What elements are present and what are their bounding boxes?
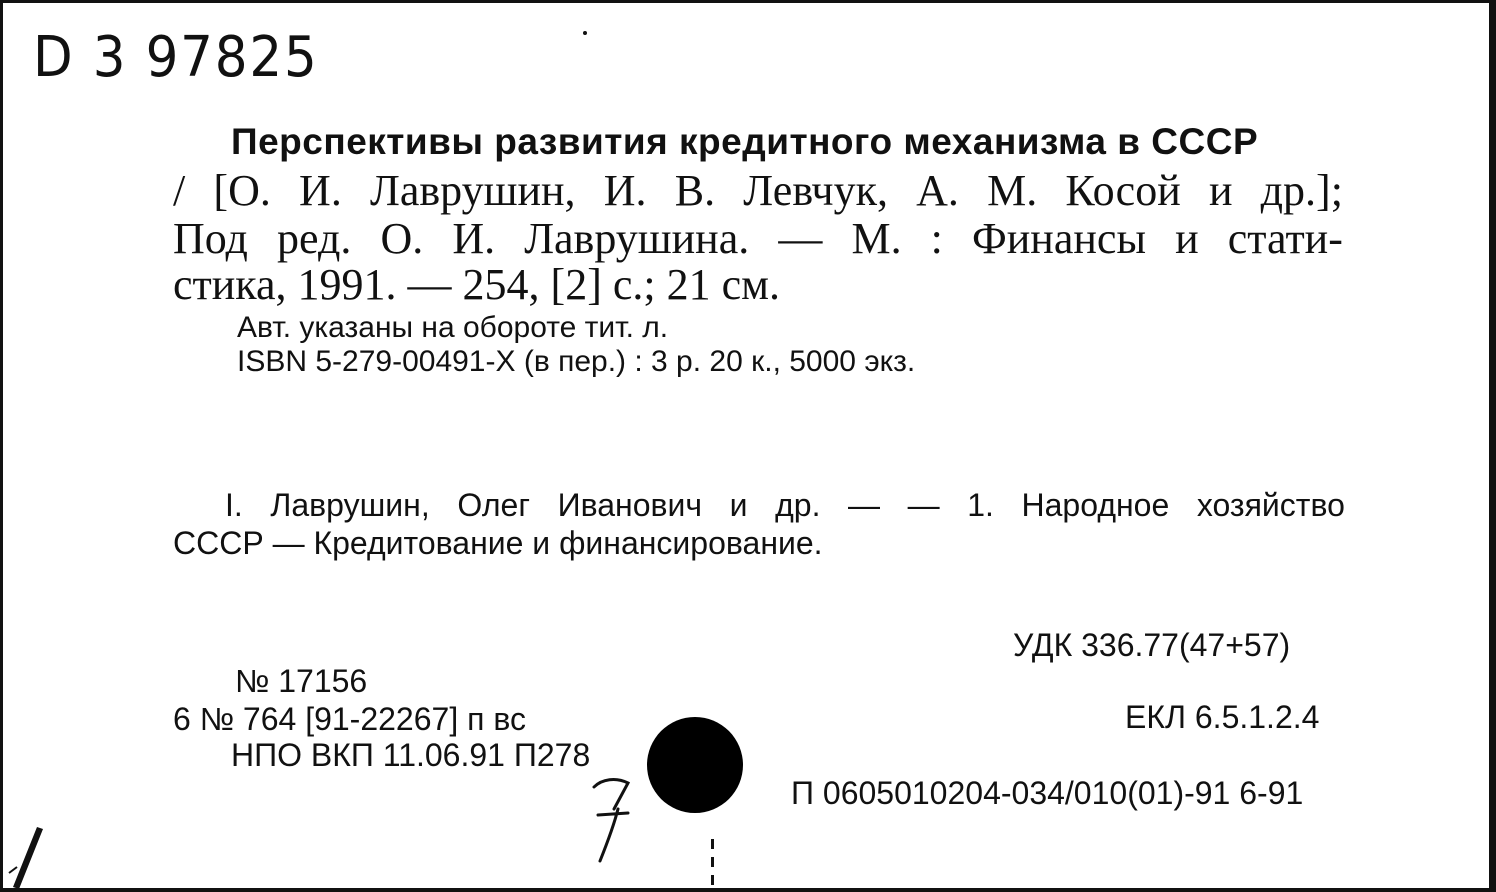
word: ред. bbox=[277, 214, 352, 263]
word: И. bbox=[452, 214, 496, 263]
subject-heading-continued: СССР — Кредитование и финансирование. bbox=[173, 525, 823, 561]
word: М. bbox=[851, 214, 902, 263]
word: стати- bbox=[1227, 214, 1343, 263]
book-title: Перспективы развития кредитного механизма в СССР bbox=[231, 121, 1259, 162]
word: Олег bbox=[457, 487, 530, 523]
ink-dot bbox=[583, 31, 587, 35]
word: и bbox=[1208, 166, 1233, 215]
word: Финансы bbox=[972, 214, 1147, 263]
word: И. bbox=[603, 166, 647, 215]
word: В. bbox=[674, 166, 716, 215]
udk-code: УДК 336.77(47+57) bbox=[1013, 627, 1291, 663]
word: Косой bbox=[1065, 166, 1181, 215]
registry-number: № 17156 bbox=[235, 663, 368, 699]
word: и bbox=[729, 487, 748, 523]
ekl-code: ЕКЛ 6.5.1.2.4 bbox=[1125, 699, 1320, 735]
word: I. bbox=[225, 487, 243, 523]
word: Иванович bbox=[557, 487, 703, 523]
word: О. bbox=[380, 214, 424, 263]
word: / bbox=[173, 166, 186, 215]
handwritten-code: D 3 97825 bbox=[33, 25, 319, 90]
word: Лаврушин, bbox=[370, 166, 576, 215]
dashed-tick bbox=[711, 839, 714, 891]
word: Левчук, bbox=[743, 166, 888, 215]
word: : bbox=[930, 214, 943, 263]
corner-stamp-mark bbox=[7, 821, 49, 891]
npo-stamp: НПО ВКП 11.06.91 П278 bbox=[231, 737, 591, 773]
word: — bbox=[778, 214, 823, 263]
word: 1. bbox=[967, 487, 994, 523]
year-pages-line: стика, 1991. — 254, [2] с.; 21 см. bbox=[173, 260, 780, 309]
word: А. bbox=[916, 166, 959, 215]
punch-hole bbox=[647, 717, 743, 813]
word: Народное bbox=[1021, 487, 1170, 523]
word: Под bbox=[173, 214, 248, 263]
word: И. bbox=[299, 166, 342, 215]
word: — bbox=[848, 487, 881, 523]
authors-note: Авт. указаны на обороте тит. л. bbox=[237, 311, 669, 344]
editor-publisher-line bbox=[173, 213, 1343, 264]
isbn-line: ISBN 5-279-00491-X (в пер.) : 3 р. 20 к., 5000 экз. bbox=[237, 345, 916, 378]
order-number: 6 № 764 [91-22267] п вс bbox=[173, 701, 526, 737]
word: и bbox=[1175, 214, 1199, 263]
word: хозяйство bbox=[1196, 487, 1345, 523]
word: др.]; bbox=[1260, 166, 1343, 215]
p-code: П 0605010204-034/010(01)-91 6-91 bbox=[791, 775, 1304, 811]
word: [О. bbox=[213, 166, 271, 215]
word: др. bbox=[775, 487, 821, 523]
authors-line bbox=[173, 165, 1343, 216]
word: — bbox=[907, 487, 940, 523]
word: М. bbox=[987, 166, 1038, 215]
word: Лаврушин, bbox=[270, 487, 430, 523]
subject-heading-line bbox=[225, 487, 1345, 524]
handwritten-seven-mark bbox=[588, 775, 648, 867]
word: Лаврушина. bbox=[524, 214, 750, 263]
